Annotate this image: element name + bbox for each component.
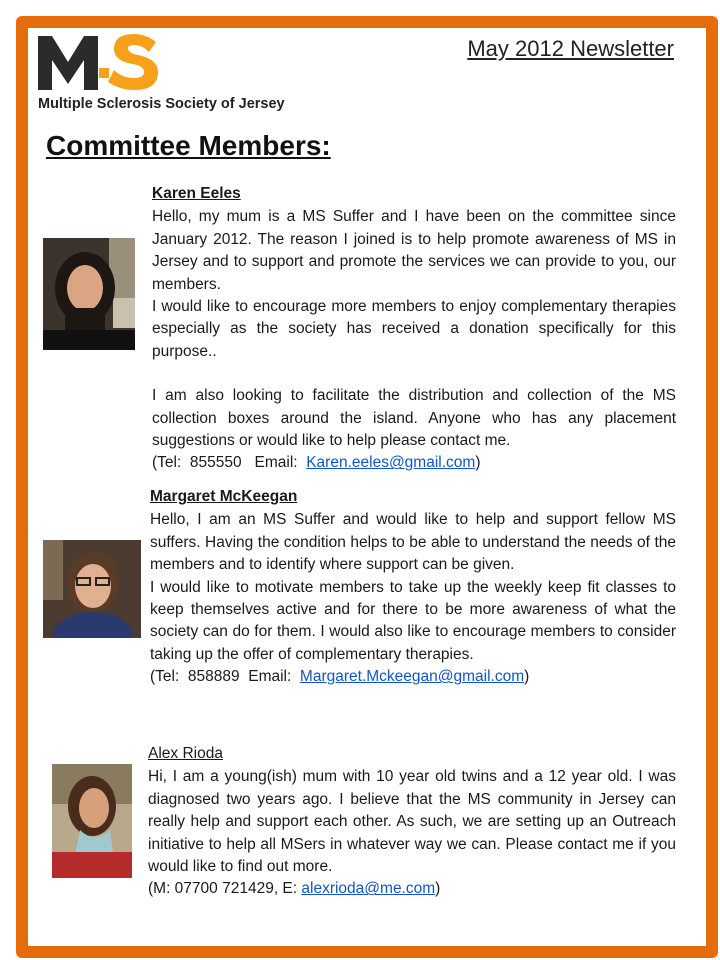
- karen-eeles-photo: [43, 238, 135, 350]
- member-bio-paragraph: Hi, I am a young(ish) mum with 10 year old twins and a 12 year old. I was diagnosed two years ago. I believe that the MS community in Jersey can really help and support each other. As such, we are setting up an Outreach initiative to help all MSers in whatever way we can. Please contact me if you would like to find out more.: [148, 768, 676, 876]
- page-heading: Committee Members:: [46, 130, 331, 161]
- email-link[interactable]: Karen.eeles@gmail.com: [306, 454, 476, 472]
- member-name: Margaret McKeegan: [150, 488, 298, 505]
- member-contact: [148, 878, 676, 900]
- member-bio-paragraph: Hello, my mum is a MS Suffer and I have been on the committee since January 2012. The reason I joined is to help promote awareness of MS in Jersey and to support and promote the services we can provide to you, our members.: [152, 208, 676, 293]
- contact-suffix: ): [475, 454, 481, 472]
- member-bio-paragraph: Hello, I am an MS Suffer and would like to help and support fellow MS suffers. Having the condition helps to be able to understand the needs of the members and to identify where support can be given.: [150, 511, 676, 574]
- email-link[interactable]: Margaret.Mckeegan@gmail.com: [299, 668, 525, 686]
- ms-logo: [38, 32, 160, 90]
- member-margaret-mckeegan: [150, 486, 676, 689]
- member-bio-paragraph: I would like to motivate members to take up the weekly keep fit classes to keep themselves active and for there to be more awareness of what the society can do for them. I would also like to encourage members to consider taking up the offer of complementary therapies.: [150, 578, 676, 663]
- member-bio-paragraph: I would like to encourage more members to enjoy complementary therapies especially as the society has received a donation specifically for this purpose..: [152, 298, 676, 360]
- newsletter-title: May 2012 Newsletter: [467, 36, 674, 61]
- member-contact: [152, 452, 676, 474]
- alex-rioda-photo: [52, 764, 132, 878]
- member-name: Alex Rioda: [148, 745, 223, 762]
- member-contact: [150, 666, 676, 688]
- member-alex-rioda: [148, 743, 676, 901]
- email-link[interactable]: alexrioda@me.com: [301, 880, 436, 898]
- organization-name: Multiple Sclerosis Society of Jersey: [38, 96, 285, 112]
- member-karen-eeles: [152, 183, 676, 475]
- contact-prefix: (Tel: 855550 Email:: [152, 454, 307, 472]
- contact-suffix: ): [524, 668, 530, 686]
- member-name: Karen Eeles: [152, 185, 241, 202]
- contact-prefix: (M: 07700 721429, E:: [148, 880, 302, 898]
- contact-prefix: (Tel: 858889 Email:: [150, 668, 300, 686]
- member-bio-paragraph: I am also looking to facilitate the distribution and collection of the MS collection boxes around the island. Anyone who has any placement suggestions or would like to help please contact me.: [152, 387, 676, 450]
- contact-suffix: ): [435, 880, 441, 898]
- margaret-mckeegan-photo: [43, 540, 141, 638]
